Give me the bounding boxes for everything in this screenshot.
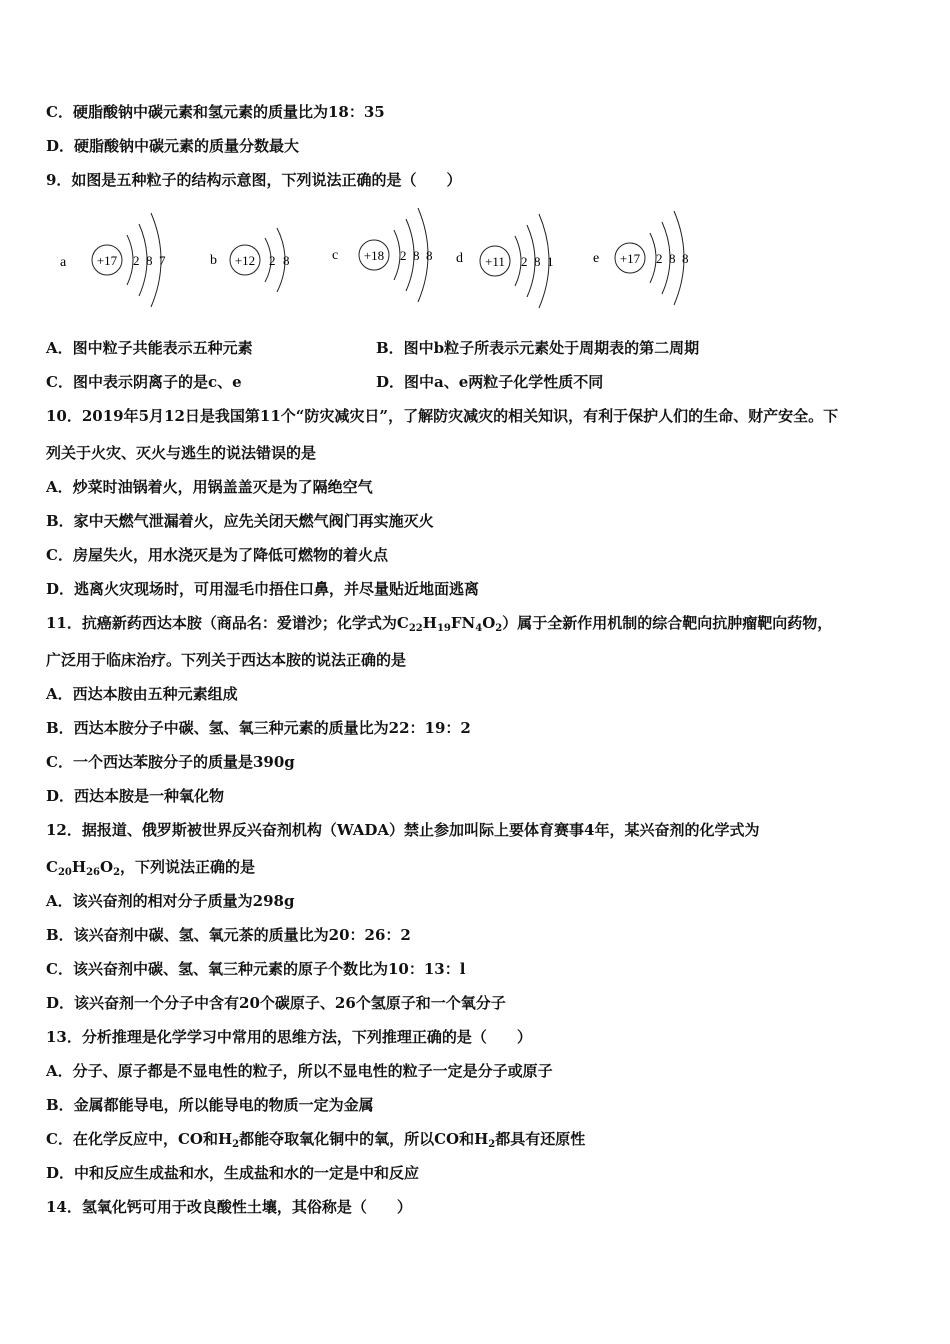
q9-option-d: D．图中a、e两粒子化学性质不同: [376, 373, 604, 391]
q12-option-a: A．该兴奋剂的相对分子质量为298g: [46, 892, 295, 910]
chemical-formula: $C_{20}H_{26}O_2$: [46, 858, 121, 878]
chemical-formula: $C_{22}H_{19}FN_4O_2$: [396, 614, 503, 634]
question-11-cont: 广泛用于临床治疗。下列关于西达本胺的说法正确的是: [46, 651, 407, 669]
particle-e: [593, 211, 689, 305]
q12-option-c: C．该兴奋剂中碳、氢、氧三种元素的原子个数比为10：13：l: [46, 960, 466, 978]
shell-electrons: 8: [146, 253, 153, 268]
shell-electrons: 8: [682, 251, 689, 266]
q11-option-d: D．西达本胺是一种氧化物: [46, 787, 225, 805]
q13-option-a: A．分子、原子都是不显电性的粒子，所以不显电性的粒子一定是分子或原子: [46, 1062, 553, 1080]
shell-electrons: 1: [547, 254, 554, 269]
q13-option-b: B．金属都能导电，所以能导电的物质一定为金属: [46, 1096, 374, 1114]
question-13: 13．分析推理是化学学习中常用的思维方法，下列推理正确的是（ ）: [46, 1028, 532, 1046]
question-12-cont: [46, 857, 255, 877]
question-12: 12．据报道、俄罗斯被世界反兴奋剂机构（WADA）禁止参加叫际上要体育赛事4年，某兴奋剂的化学式为: [46, 821, 760, 839]
q10-option-c: C．房屋失火，用水浇灭是为了降低可燃物的着火点: [46, 546, 388, 564]
nucleus-charge: +18: [363, 248, 385, 263]
q9-option-c: C．图中表示阴离子的是c、e: [46, 373, 242, 391]
shell-electrons: 2: [521, 254, 528, 269]
nucleus-charge: +17: [96, 253, 118, 268]
q11-text-post: ）属于全新作用机制的综合靶向抗肿瘤靶向药物，: [502, 614, 833, 632]
question-10: 10．2019年5月12日是我国第11个“防灾减灾日”，了解防灾减灾的相关知识，有利于保护人们的生命、财产安全。下: [46, 407, 839, 425]
q12-text-post: ，下列说法正确的是: [120, 858, 256, 876]
particle-label: b: [210, 253, 217, 268]
nucleus-charge: +12: [234, 253, 256, 268]
particle-label: d: [456, 251, 463, 266]
q11-option-b: B．西达本胺分子中碳、氢、氧三种元素的质量比为22：19：2: [46, 719, 471, 737]
shell-electrons: 8: [283, 253, 290, 268]
question-10-cont: 列关于火灾、灭火与逃生的说法错误的是: [46, 444, 317, 462]
q13-option-d: D．中和反应生成盐和水，生成盐和水的一定是中和反应: [46, 1164, 420, 1182]
particle-a: [60, 213, 166, 307]
q10-option-a: A．炒菜时油锅着火，用锅盖盖灭是为了隔绝空气: [46, 478, 373, 496]
q11-option-c: C．一个西达苯胺分子的质量是390g: [46, 753, 295, 771]
particle-b: [210, 228, 290, 292]
particle-d: [456, 214, 554, 308]
q9-option-b: B．图中b粒子所表示元素处于周期表的第二周期: [376, 339, 700, 357]
q10-option-b: B．家中天燃气泄漏着火，应先关闭天燃气阀门再实施灭火: [46, 512, 434, 530]
particle-label: e: [593, 251, 600, 266]
particle-structure-diagram: [55, 200, 715, 320]
question-11: [46, 613, 832, 633]
q13-option-c: C．在化学反应中，CO和$H_2$都能夺取氧化铜中的氧，所以CO和$H_2$都具有还原性: [46, 1130, 586, 1150]
q11-option-a: A．西达本胺由五种元素组成: [46, 685, 238, 703]
nucleus-charge: +11: [485, 254, 505, 269]
shell-electrons: 8: [669, 251, 676, 266]
question-9: 9．如图是五种粒子的结构示意图，下列说法正确的是（ ）: [46, 171, 462, 189]
shell-electrons: 2: [269, 253, 276, 268]
q9-option-a: A．图中粒子共能表示五种元素: [46, 339, 253, 357]
nucleus-charge: +17: [619, 251, 641, 266]
shell-electrons: 2: [656, 251, 663, 266]
q11-text-pre: 11．抗癌新药西达本胺（商品名：爱谱沙；化学式为: [46, 614, 397, 632]
q12-option-b: B．该兴奋剂中碳、氢、氧元茶的质量比为20：26：2: [46, 926, 411, 944]
particle-c: [332, 208, 433, 302]
q12-option-d: D．该兴奋剂一个分子中含有20个碳原子、26个氢原子和一个氧分子: [46, 994, 506, 1012]
question-14: 14．氢氧化钙可用于改良酸性土壤，其俗称是（ ）: [46, 1198, 412, 1216]
shell-electrons: 8: [426, 248, 433, 263]
shell-electrons: 8: [534, 254, 541, 269]
q10-option-d: D．逃离火灾现场时，可用湿毛巾捂住口鼻，并尽量贴近地面逃离: [46, 580, 480, 598]
option-c-stearate: C．硬脂酸钠中碳元素和氢元素的质量比为18：35: [46, 103, 385, 121]
shell-electrons: 7: [159, 253, 166, 268]
shell-electrons: 2: [400, 248, 407, 263]
particle-label: c: [332, 248, 339, 263]
shell-electrons: 2: [133, 253, 140, 268]
shell-electrons: 8: [413, 248, 420, 263]
particle-label: a: [60, 255, 67, 270]
option-d-stearate: D．硬脂酸钠中碳元素的质量分数最大: [46, 137, 300, 155]
